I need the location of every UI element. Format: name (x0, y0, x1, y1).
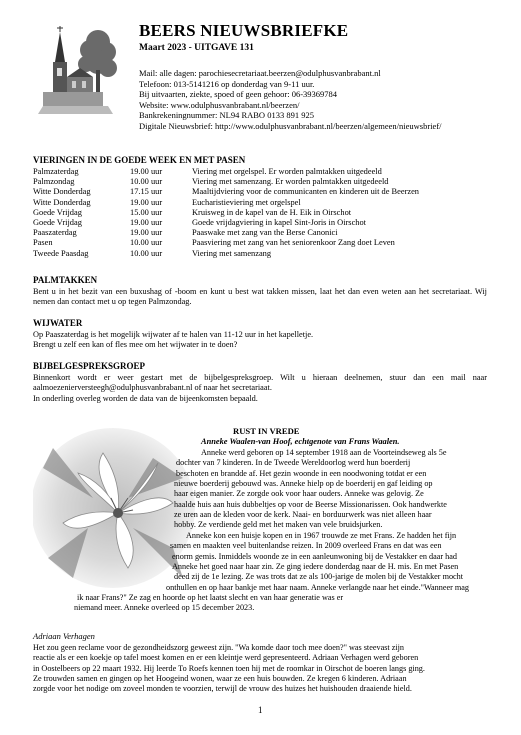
schedule-description: Paasviering met zang van het seniorenkoor Zang doet Leven (192, 238, 395, 248)
schedule-description: Viering met orgelspel. Er worden palmtakken uitgedeeld (192, 167, 382, 176)
schedule-time: 10.00 uur (130, 177, 163, 187)
contact-phone: Telefoon: 013-5141216 op donderdag van 9-11 uur. (139, 78, 315, 89)
contact-bank: Bankrekeningnummer: NL94 RABO 0133 891 925 (139, 110, 314, 120)
schedule-day: Goede Vrijdag (33, 217, 82, 227)
schedule-day: Paaszaterdag (33, 228, 77, 238)
schedule-description: Goede vrijdagviering in kapel Sint-Joris in Oirschot (192, 217, 366, 227)
rip-line: nieuwe boerderij gebouwd was. Anneke hielp op de boerderij en gaf leiding op (174, 479, 433, 489)
wijwater-line: Brengt u zelf een kan of fles mee om het wijwater in te doen? (33, 340, 238, 350)
issue-label: Maart 2023 - UITGAVE 131 (139, 43, 254, 53)
schedule-description: Kruisweg in de kapel van de H. Eik in Oirschot (192, 207, 352, 217)
adriaan-line: zorgde voor het nodige om zoveel monden te voorzien, terwijl de vrouw des huizes het huishouden draaiende hield. (33, 684, 412, 694)
schedule-description: Eucharistieviering met orgelspel (192, 197, 301, 207)
schedule-day: Pasen (33, 238, 53, 248)
page-number: 1 (258, 705, 263, 715)
schedule-time: 19.00 uur (130, 197, 163, 207)
rip-line: Anneke kon een huisje kopen en in 1967 trouwde ze met Frans. Ze hadden het fijn (186, 530, 457, 540)
contact-emergency: Bij uitvaarten, ziekte, spoed of geen gehoor: 06-39369784 (139, 89, 338, 99)
contact-mail: Mail: alle dagen: parochiesecretariaat.beerzen@odulphusvanbrabant.nl (139, 68, 381, 78)
rip-line: niemand meer. Anneke overleed op 15 december 2023. (74, 603, 255, 613)
rip-line: ze uren aan de kleden voor de kerk. Naai- en borduurwerk was niet alleen haar (174, 510, 432, 520)
schedule-day: Witte Donderdag (33, 197, 91, 207)
rip-line: Anneke werd geboren op 14 september 1918 aan de Voorteindseweg als 5e (201, 448, 447, 457)
palmtakken-text: Bent u in het bezit van een buxushag of -boom en kunt u best wat takken missen, laat het dan even weten aan het secretariaat. Wij nemen dan contact met u op tegen Palmzondag. (33, 287, 487, 307)
contact-digital: Digitale Nieuwsbrief: http://www.odulphusvanbrabant.nl/beerzen/algemeen/nieuwsbrief/ (139, 120, 442, 131)
adriaan-line: Ze trouwden samen en gingen op het Hoogeind wonen, waar ze een huis bouwden. Ze kregen 6 kinderen. Adriaan (33, 673, 407, 683)
vieringen-heading: VIERINGEN IN DE GOEDE WEEK EN MET PASEN (33, 155, 246, 165)
rip-line: haalde huis aan huis dubbeltjes op voor de Beerse Missionarissen. Ook handwerkte (174, 499, 447, 509)
schedule-description: Paaswake met zang van the Berse Canonici (192, 228, 338, 238)
wijwater-text (33, 330, 487, 351)
rip-line: ik naar Frans?" Ze zag en hoorde op het laatst slecht en van haar generatie was er (77, 592, 344, 602)
schedule-time: 19.00 uur (130, 217, 163, 227)
rip-line: beschoten en brandde af. Het gezin woonde in een noodwoning totdat er een (176, 468, 427, 478)
church-illustration (38, 22, 118, 122)
schedule-day: Palmzondag (33, 177, 75, 187)
adriaan-line: in Oostelbeers op 22 maart 1932. Hij leerde To Roefs kennen toen hij met de roomkar in Oirschot de boeren langs ging. (33, 663, 425, 673)
palmtakken-heading: PALMTAKKEN (33, 275, 98, 285)
schedule-day: Witte Donderdag (33, 187, 91, 197)
wijwater-line: Op Paaszaterdag is het mogelijk wijwater af te halen van 11-12 uur in het kapelletje. (33, 330, 314, 339)
schedule-time: 10.00 uur (130, 248, 163, 258)
contact-block (139, 68, 442, 131)
rip-line: deed zij de 1e lezing. Ze was trots dat ze als 100-jarige de molen bij de Vestakker mocht (174, 572, 464, 582)
contact-website: Website: www.odulphusvanbrabant.nl/beerzen/ (139, 99, 300, 110)
rip-line: samen en maakten veel buitenlandse reizen. In 2009 overleed Frans en dat was een (170, 541, 442, 551)
rip-line: onthullen en op haar bankje met haar naam. Anneke verlangde naar het einde."Wanneer mag (166, 582, 469, 592)
rip-heading: RUST IN VREDE (233, 426, 300, 436)
rip-subtitle: Anneke Waalen-van Hoof, echtgenote van Frans Waalen. (201, 437, 400, 446)
adriaan-line: reactie als er een koekje op tafel moest komen en er een kleintje werd gepresenteerd. Adriaan Verhagen werd geboren (33, 653, 419, 663)
schedule-time: 19.00 uur (130, 167, 163, 176)
adriaan-line: Het zou geen reclame voor de gezondheidszorg geweest zijn. "Wa komde daor toch mee doen?" was steevast zijn (33, 643, 404, 652)
rip-line: haar eigen manier. Ze zorgde ook voor haar ouders. Anneke was gelovig. Ze (174, 489, 424, 499)
schedule-time: 15.00 uur (130, 207, 163, 217)
bijbel-paragraph-2: In onderling overleg worden de data van de bijeenkomsten bepaald. (33, 393, 258, 403)
schedule-time: 17.15 uur (130, 187, 163, 197)
rip-line: enorm gemis. Inmiddels woonde ze in een aanleunwoning bij de Vestakker en daar had (172, 551, 457, 561)
schedule-description: Viering met samenzang (192, 248, 272, 258)
schedule-description: Viering met samenzang. Er worden palmtakken uitgedeeld (192, 177, 389, 187)
newsletter-title: BEERS NIEUWSBRIEFKE (139, 21, 349, 40)
schedule-time: 19.00 uur (130, 228, 163, 238)
rip-line: Anneke het goed naar haar zin. Ze ging iedere donderdag naar de H. mis. En met Pasen (172, 561, 459, 571)
rip-line: hobby. Ze verdiende geld met het maken van vele bruidsjurken. (174, 520, 383, 530)
schedule-day: Tweede Paasdag (33, 248, 89, 258)
schedule-day: Goede Vrijdag (33, 207, 82, 217)
schedule-day: Palmzaterdag (33, 167, 79, 176)
schedule-time: 10.00 uur (130, 238, 163, 248)
adriaan-heading: Adriaan Verhagen (33, 631, 95, 641)
schedule-description: Maaltijdviering voor de communicanten en kinderen uit de Beerzen (192, 187, 419, 197)
bijbel-heading: BIJBELGESPREKSGROEP (33, 361, 146, 371)
rip-line: dochter van 7 kinderen. In de Tweede Wereldoorlog werd hun boerderij (176, 458, 411, 468)
bijbel-paragraph: Binnenkort wordt er weer gestart met de bijbelgespreksgroep. Wilt u hieraan deelnemen, stuur dan een mail naar aalmoezenierversteegh@odulphusvanbrabant.nl of naar het secretariaat. (33, 373, 487, 393)
wijwater-heading: WIJWATER (33, 318, 83, 328)
adriaan-text (33, 643, 489, 694)
bijbel-text (33, 373, 487, 404)
